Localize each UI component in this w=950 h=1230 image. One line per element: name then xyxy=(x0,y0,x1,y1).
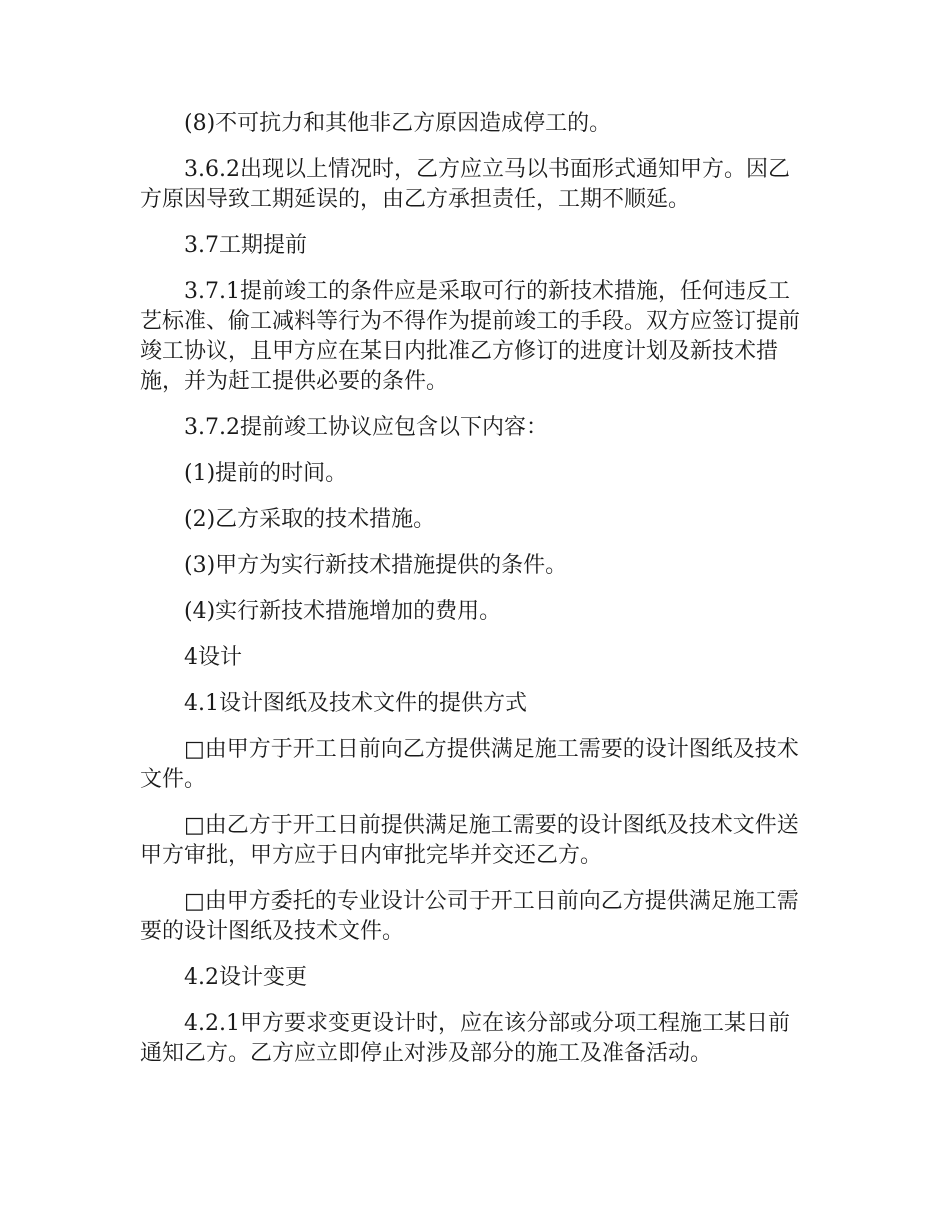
option-paragraph-3: □由甲方委托的专业设计公司于开工日前向乙方提供满足施工需要的设计图纸及技术文件。 xyxy=(140,889,799,944)
heading-4-1: 4.1设计图纸及技术文件的提供方式 xyxy=(184,691,527,716)
heading-4-2: 4.2设计变更 xyxy=(184,965,307,990)
list-item-4: (4)实行新技术措施增加的费用。 xyxy=(184,599,502,624)
heading-3-7: 3.7工期提前 xyxy=(184,233,307,258)
heading-4: 4设计 xyxy=(184,645,242,670)
option-paragraph-1: □由甲方于开工日前向乙方提供满足施工需要的设计图纸及技术文件。 xyxy=(140,737,799,792)
list-item-2: (2)乙方采取的技术措施。 xyxy=(184,507,436,532)
paragraph-4-2-1: 4.2.1甲方要求变更设计时，应在该分部或分项工程施工某日前通知乙方。乙方应立即停止对涉及部分的施工及准备活动。 xyxy=(140,1011,790,1066)
list-item-1: (1)提前的时间。 xyxy=(184,461,348,486)
option-paragraph-2: □由乙方于开工日前提供满足施工需要的设计图纸及技术文件送甲方审批，甲方应于日内审批完毕并交还乙方。 xyxy=(140,813,799,868)
paragraph-3-6-2: 3.6.2出现以上情况时，乙方应立马以书面形式通知甲方。因乙方原因导致工期延误的，由乙方承担责任，工期不顺延。 xyxy=(140,157,790,212)
list-item-3: (3)甲方为实行新技术措施提供的条件。 xyxy=(184,553,568,578)
paragraph-force-majeure: (8)不可抗力和其他非乙方原因造成停工的。 xyxy=(184,111,612,136)
paragraph-3-7-2: 3.7.2提前竣工协议应包含以下内容： xyxy=(184,415,548,440)
document-body xyxy=(140,109,810,1085)
paragraph-3-7-1: 3.7.1提前竣工的条件应是采取可行的新技术措施，任何违反工艺标准、偷工减料等行为不得作为提前竣工的手段。双方应签订提前竣工协议，且甲方应在某日内批准乙方修订的进度计划及新技术措施，并为赶工提供必要的条件。 xyxy=(140,279,801,394)
